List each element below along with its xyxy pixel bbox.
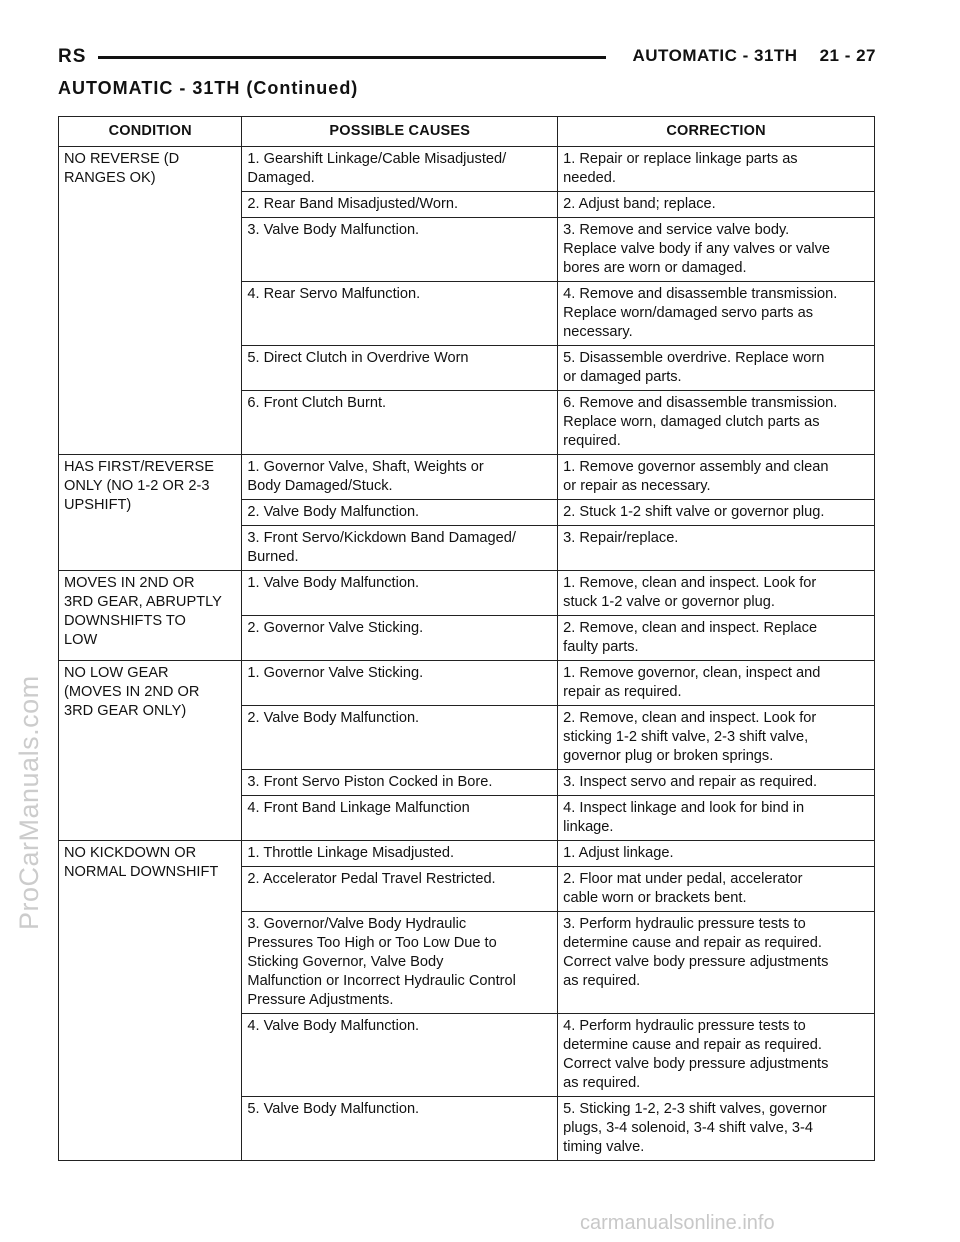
column-header-condition: CONDITION	[59, 117, 242, 147]
bottom-watermark: carmanualsonline.info	[580, 1212, 775, 1234]
condition-cell: NO REVERSE (D RANGES OK)	[59, 147, 242, 455]
correction-cell: 1. Adjust linkage.	[558, 841, 875, 867]
table-row	[59, 571, 875, 616]
possible-cause-cell: 3. Front Servo/Kickdown Band Damaged/ Burned.	[242, 526, 558, 571]
possible-cause-cell: 4. Front Band Linkage Malfunction	[242, 796, 558, 841]
correction-cell: 4. Remove and disassemble transmission. Replace worn/damaged servo parts as necessary.	[558, 282, 875, 346]
possible-cause-cell: 3. Governor/Valve Body Hydraulic Pressures Too High or Too Low Due to Sticking Governor, Valve Body Malfunction or Incorrect Hydraulic Control Pressure Adjustments.	[242, 912, 558, 1014]
possible-cause-cell: 2. Valve Body Malfunction.	[242, 500, 558, 526]
table-row	[59, 455, 875, 500]
condition-cell: NO KICKDOWN OR NORMAL DOWNSHIFT	[59, 841, 242, 1161]
correction-cell: 1. Remove, clean and inspect. Look for stuck 1-2 valve or governor plug.	[558, 571, 875, 616]
possible-cause-cell: 2. Governor Valve Sticking.	[242, 616, 558, 661]
header-model-code: RS	[58, 46, 87, 67]
correction-cell: 2. Floor mat under pedal, accelerator cable worn or brackets bent.	[558, 867, 875, 912]
table-row	[59, 147, 875, 192]
correction-cell: 3. Perform hydraulic pressure tests to determine cause and repair as required. Correct valve body pressure adjustments as required.	[558, 912, 875, 1014]
possible-cause-cell: 1. Throttle Linkage Misadjusted.	[242, 841, 558, 867]
correction-cell: 1. Remove governor assembly and clean or repair as necessary.	[558, 455, 875, 500]
possible-cause-cell: 4. Valve Body Malfunction.	[242, 1014, 558, 1097]
possible-cause-cell: 1. Gearshift Linkage/Cable Misadjusted/ Damaged.	[242, 147, 558, 192]
header-section-name: AUTOMATIC - 31TH	[632, 46, 798, 65]
side-watermark: ProCarManuals.com	[14, 675, 44, 930]
possible-cause-cell: 6. Front Clutch Burnt.	[242, 391, 558, 455]
possible-cause-cell: 2. Accelerator Pedal Travel Restricted.	[242, 867, 558, 912]
diagnosis-table	[58, 116, 875, 1161]
correction-cell: 4. Inspect linkage and look for bind in linkage.	[558, 796, 875, 841]
correction-cell: 4. Perform hydraulic pressure tests to determine cause and repair as required. Correct valve body pressure adjustments as required.	[558, 1014, 875, 1097]
possible-cause-cell: 1. Governor Valve Sticking.	[242, 661, 558, 706]
header-right	[610, 46, 876, 66]
correction-cell: 2. Stuck 1-2 shift valve or governor plug.	[558, 500, 875, 526]
column-header-causes: POSSIBLE CAUSES	[242, 117, 558, 147]
condition-cell: HAS FIRST/REVERSE ONLY (NO 1-2 OR 2-3 UPSHIFT)	[59, 455, 242, 571]
condition-cell: MOVES IN 2ND OR 3RD GEAR, ABRUPTLY DOWNSHIFTS TO LOW	[59, 571, 242, 661]
table-row	[59, 661, 875, 706]
possible-cause-cell: 3. Valve Body Malfunction.	[242, 218, 558, 282]
table-row	[59, 841, 875, 867]
section-title: AUTOMATIC - 31TH (Continued)	[58, 78, 359, 98]
correction-cell: 6. Remove and disassemble transmission. Replace worn, damaged clutch parts as required.	[558, 391, 875, 455]
possible-cause-cell: 2. Rear Band Misadjusted/Worn.	[242, 192, 558, 218]
condition-cell: NO LOW GEAR (MOVES IN 2ND OR 3RD GEAR ONLY)	[59, 661, 242, 841]
header-page-number: 21 - 27	[819, 46, 876, 65]
possible-cause-cell: 2. Valve Body Malfunction.	[242, 706, 558, 770]
possible-cause-cell: 1. Valve Body Malfunction.	[242, 571, 558, 616]
correction-cell: 2. Adjust band; replace.	[558, 192, 875, 218]
correction-cell: 5. Disassemble overdrive. Replace worn or damaged parts.	[558, 346, 875, 391]
possible-cause-cell: 3. Front Servo Piston Cocked in Bore.	[242, 770, 558, 796]
correction-cell: 3. Inspect servo and repair as required.	[558, 770, 875, 796]
column-header-correction: CORRECTION	[558, 117, 875, 147]
correction-cell: 1. Repair or replace linkage parts as needed.	[558, 147, 875, 192]
correction-cell: 3. Repair/replace.	[558, 526, 875, 571]
correction-cell: 3. Remove and service valve body. Replace valve body if any valves or valve bores are worn or damaged.	[558, 218, 875, 282]
page-header	[58, 46, 876, 70]
possible-cause-cell: 4. Rear Servo Malfunction.	[242, 282, 558, 346]
table-header	[59, 117, 875, 147]
possible-cause-cell: 1. Governor Valve, Shaft, Weights or Body Damaged/Stuck.	[242, 455, 558, 500]
possible-cause-cell: 5. Direct Clutch in Overdrive Worn	[242, 346, 558, 391]
correction-cell: 1. Remove governor, clean, inspect and repair as required.	[558, 661, 875, 706]
header-rule	[98, 56, 606, 59]
correction-cell: 5. Sticking 1-2, 2-3 shift valves, governor plugs, 3-4 solenoid, 3-4 shift valve, 3-4 timing valve.	[558, 1097, 875, 1161]
correction-cell: 2. Remove, clean and inspect. Replace faulty parts.	[558, 616, 875, 661]
table-body	[59, 147, 875, 1161]
possible-cause-cell: 5. Valve Body Malfunction.	[242, 1097, 558, 1161]
correction-cell: 2. Remove, clean and inspect. Look for sticking 1-2 shift valve, 2-3 shift valve, governor plug or broken springs.	[558, 706, 875, 770]
table-header-row	[59, 117, 875, 147]
